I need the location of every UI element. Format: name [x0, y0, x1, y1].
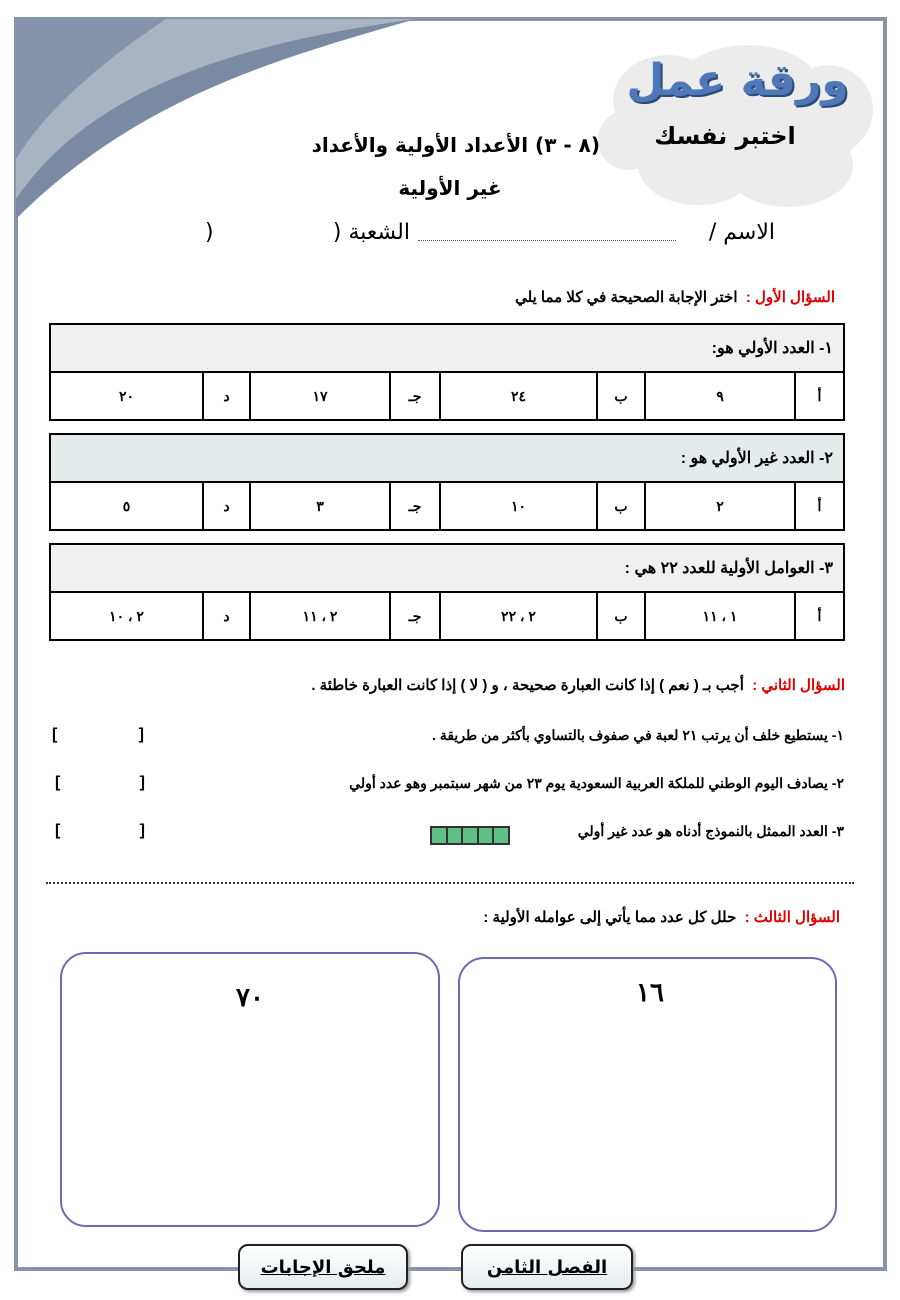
- q1-item-1: [49, 323, 845, 421]
- option-value[interactable]: ٩: [645, 372, 795, 420]
- option-letter: جـ: [390, 372, 440, 420]
- option-value[interactable]: ٥: [50, 482, 203, 530]
- q3-label: السؤال الثالث :: [744, 909, 840, 926]
- question-text: ٢- العدد غير الأولي هو :: [50, 434, 844, 482]
- q3-instruction: حلل كل عدد مما يأتي إلى عوامله الأولية :: [483, 909, 737, 926]
- answer-bracket-2[interactable]: [ ]: [55, 774, 145, 791]
- q2-statement-2: ٢- يصادف اليوم الوطني للملكة العربية السعودية يوم ٢٣ من شهر سبتمبر وهو عدد أولي: [349, 775, 844, 791]
- q1-item-3: [49, 543, 845, 641]
- option-letter: ب: [597, 592, 645, 640]
- q1-instruction: اختر الإجابة الصحيحة في كلا مما يلي: [515, 289, 738, 306]
- q2-heading: [311, 676, 845, 694]
- option-letter: د: [203, 592, 250, 640]
- option-letter: ب: [597, 372, 645, 420]
- option-letter: جـ: [390, 592, 440, 640]
- q2-label: السؤال الثاني :: [752, 677, 845, 694]
- number-70: ٧٠: [236, 983, 264, 1013]
- name-field[interactable]: [418, 240, 676, 241]
- q2-statement-1: ١- يستطيع خلف أن يرتب ٢١ لعبة في صفوف بالتساوي بأكثر من طريقة .: [432, 727, 844, 743]
- option-value[interactable]: ١ ، ١١: [645, 592, 795, 640]
- section-label: الشعبة (: [332, 220, 410, 245]
- option-letter: جـ: [390, 482, 440, 530]
- option-value[interactable]: ٣: [250, 482, 390, 530]
- option-letter: أ: [795, 592, 844, 640]
- model-blocks: [430, 826, 510, 845]
- option-value[interactable]: ٢٠: [50, 372, 203, 420]
- lesson-title: (٨ - ٣) الأعداد الأولية والأعداد: [311, 133, 600, 157]
- q1-heading: [515, 288, 835, 306]
- lesson-title-line2: غير الأولية: [398, 176, 502, 200]
- worksheet-badge-subtitle: اختبر نفسك: [654, 122, 796, 150]
- q3-heading: [483, 908, 840, 926]
- worksheet-badge-title: ورقة عمل: [626, 55, 849, 106]
- answer-bracket-1[interactable]: [ ]: [52, 726, 144, 743]
- option-value[interactable]: ٢ ، ١٠: [50, 592, 203, 640]
- divider: [46, 882, 854, 884]
- option-letter: ب: [597, 482, 645, 530]
- model-block: [479, 828, 493, 843]
- option-letter: د: [203, 372, 250, 420]
- model-block: [463, 828, 477, 843]
- option-value[interactable]: ٢ ، ١١: [250, 592, 390, 640]
- section-close: ): [205, 220, 214, 245]
- answers-appendix-button[interactable]: ملحق الإجابات: [238, 1244, 408, 1290]
- model-block: [448, 828, 462, 843]
- answer-bracket-3[interactable]: [ ]: [55, 822, 145, 839]
- option-value[interactable]: ٢: [645, 482, 795, 530]
- q2-statement-3: ٣- العدد الممثل بالنموذج أدناه هو عدد غير أولي: [577, 823, 844, 839]
- q2-instruction: أجب بـ ( نعم ) إذا كانت العبارة صحيحة ، و ( لا ) إذا كانت العبارة خاطئة .: [311, 677, 744, 694]
- q1-label: السؤال الأول :: [745, 289, 835, 306]
- chapter-eight-button[interactable]: الفصل الثامن: [461, 1244, 633, 1290]
- option-value[interactable]: ١٧: [250, 372, 390, 420]
- question-text: ٣- العوامل الأولية للعدد ٢٢ هي :: [50, 544, 844, 592]
- option-letter: أ: [795, 372, 844, 420]
- option-value[interactable]: ٢ ، ٢٢: [440, 592, 597, 640]
- number-16: ١٦: [636, 978, 664, 1008]
- option-value[interactable]: ١٠: [440, 482, 597, 530]
- section-field[interactable]: [215, 240, 300, 242]
- name-label: الاسم /: [708, 220, 775, 245]
- option-value[interactable]: ٢٤: [440, 372, 597, 420]
- model-block: [432, 828, 446, 843]
- option-letter: أ: [795, 482, 844, 530]
- model-block: [494, 828, 508, 843]
- q1-item-2: [49, 433, 845, 531]
- question-text: ١- العدد الأولي هو:: [50, 324, 844, 372]
- option-letter: د: [203, 482, 250, 530]
